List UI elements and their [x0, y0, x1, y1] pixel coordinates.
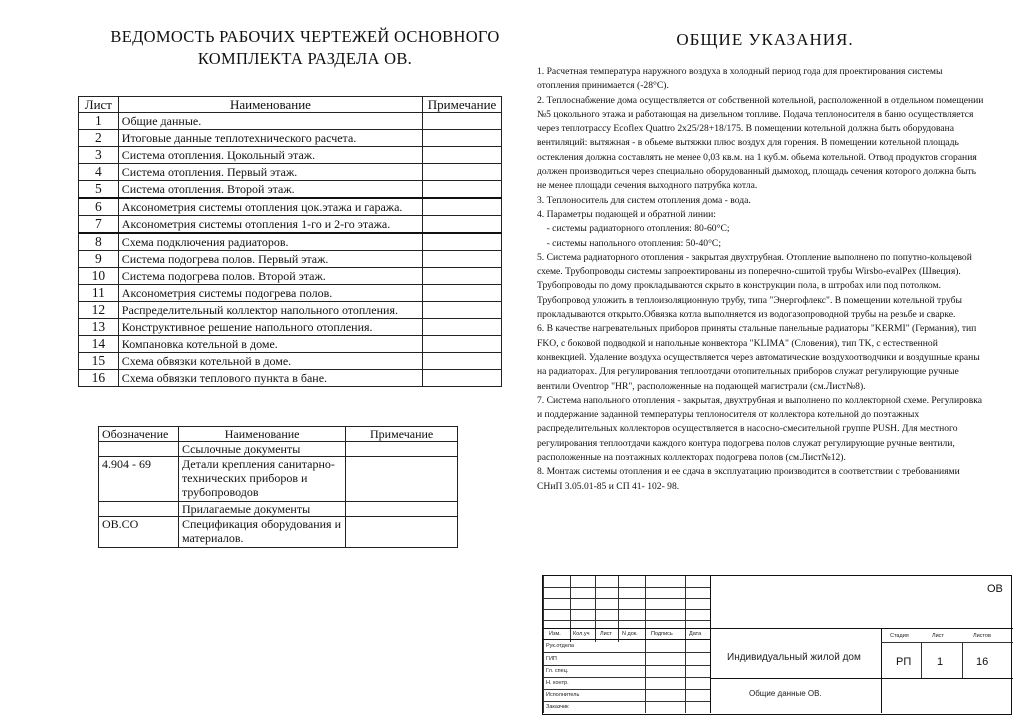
sheet-number: 11 — [79, 285, 119, 302]
sheet-number: 14 — [79, 336, 119, 353]
sheet-row — [79, 302, 502, 319]
sheet-row — [79, 233, 502, 251]
left-title-line1: ВЕДОМОСТЬ РАБОЧИХ ЧЕРТЕЖЕЙ ОСНОВНОГО — [110, 27, 500, 46]
header-note: Примечание — [423, 97, 502, 113]
sheet-title: Схема подключения радиаторов. — [118, 233, 422, 251]
stamp-col-header: Изм. — [549, 631, 561, 637]
note-item: 3. Теплоноситель для систем отопления дома - вода. — [537, 194, 751, 206]
stamp-col-header: N док. — [622, 631, 638, 637]
stamp-sheet: 1 — [937, 656, 944, 668]
sheet-number: 6 — [79, 198, 119, 216]
sheet-row — [79, 164, 502, 181]
sheet-note — [423, 164, 502, 181]
left-title — [70, 26, 540, 70]
title-block — [542, 575, 1012, 715]
sheet-number: 9 — [79, 251, 119, 268]
sheet-number: 15 — [79, 353, 119, 370]
stamp-role: ГИП — [546, 656, 557, 662]
sheet-row — [79, 370, 502, 387]
notes-title: ОБЩИЕ УКАЗАНИЯ. — [676, 30, 854, 49]
stamp-role: Гл. спец. — [546, 668, 569, 674]
doc-row — [99, 457, 458, 502]
stamp-sheets-label: Листов — [973, 633, 991, 639]
att-section-label: Прилагаемые документы — [178, 502, 345, 517]
sheet-number: 3 — [79, 147, 119, 164]
stamp-role: Заказчик — [546, 704, 569, 710]
sheet-title: Аксонометрия системы отопления 1-го и 2-го этажа. — [118, 216, 422, 234]
note-item: 7. Система напольного отопления - закрытая, двухтрубная и выполнено по коллекторной схеме. Регулировка и поддержание заданной температуры теплоносителя от коллектора котельной до поэтажных распределительных коллекторов осуществляется в насосно-смесительной группе PUSH. Для местного регулирования теплоотдачи каждого контура подогрева полов служат регулирующие ручные вентили, расположенные на поэтажных коллекторах подогрева полов (см.Лист№12). — [537, 394, 982, 464]
stamp-sheet-name: Общие данные ОВ. — [749, 689, 822, 698]
note-item: - системы напольного отопления: 50-40°С; — [537, 237, 721, 249]
sheet-row — [79, 198, 502, 216]
general-notes — [537, 65, 987, 494]
sheet-title: Компановка котельной в доме. — [118, 336, 422, 353]
sheet-row — [79, 285, 502, 302]
sheet-row — [79, 336, 502, 353]
sheet-note — [423, 233, 502, 251]
sheet-title: Общие данные. — [118, 113, 422, 130]
sheet-note — [423, 336, 502, 353]
stamp-col-header: Кол.уч — [573, 631, 590, 637]
stamp-sheet-label: Лист — [932, 633, 944, 639]
header-doc-name: Наименование — [178, 427, 345, 442]
sheet-note — [423, 319, 502, 336]
stamp-stage: РП — [896, 656, 912, 668]
sheet-number: 4 — [79, 164, 119, 181]
sheet-note — [423, 216, 502, 234]
sheet-number: 10 — [79, 268, 119, 285]
doc-table-header — [99, 427, 458, 442]
sheet-note — [423, 251, 502, 268]
header-name: Наименование — [118, 97, 422, 113]
doc-row — [99, 442, 458, 457]
sheet-title: Схема обвязки котельной в доме. — [118, 353, 422, 370]
note-item: 8. Монтаж системы отопления и ее сдача в эксплуатацию производится в соответствии с требованиями СНиП 3.05.01-85 и СП 41- 102- 98. — [537, 466, 960, 492]
sheet-note — [423, 113, 502, 130]
note-item: - системы радиаторного отопления: 80-60°С; — [537, 223, 730, 235]
sheet-note — [423, 353, 502, 370]
sheet-title: Система отопления. Первый этаж. — [118, 164, 422, 181]
sheet-row — [79, 181, 502, 199]
sheet-title: Аксонометрия системы подогрева полов. — [118, 285, 422, 302]
sheet-title: Система отопления. Цокольный этаж. — [118, 147, 422, 164]
sheet-title: Конструктивное решение напольного отопления. — [118, 319, 422, 336]
sheet-title: Схема обвязки теплового пункта в бане. — [118, 370, 422, 387]
reference-docs-table — [98, 426, 458, 548]
att-code: ОВ.СО — [99, 517, 179, 548]
stamp-code: ОВ — [987, 583, 1003, 595]
stamp-role: Исполнитель — [546, 692, 580, 698]
sheet-note — [423, 147, 502, 164]
note-item: 4. Параметры подающей и обратной линии: — [537, 208, 716, 220]
sheet-number: 2 — [79, 130, 119, 147]
left-title-line2: КОМПЛЕКТА РАЗДЕЛА ОВ. — [197, 49, 413, 68]
sheet-row — [79, 268, 502, 285]
sheet-title: Аксонометрия системы отопления цок.этажа и гаража. — [118, 198, 422, 216]
sheet-note — [423, 268, 502, 285]
stamp-col-header: Дата — [689, 631, 702, 637]
doc-row — [99, 502, 458, 517]
sheet-title: Итоговые данные теплотехнического расчета. — [118, 130, 422, 147]
sheet-row — [79, 251, 502, 268]
sheet-note — [423, 285, 502, 302]
note-item: 1. Расчетная температура наружного воздуха в холодный период года для проектирования системы отопления принимается (-28°С). — [537, 66, 943, 92]
sheet-title: Распределительный коллектор напольного отопления. — [118, 302, 422, 319]
sheet-note — [423, 302, 502, 319]
sheet-note — [423, 198, 502, 216]
sheet-title: Система отопления. Второй этаж. — [118, 181, 422, 199]
stamp-stage-label: Стадия — [890, 633, 909, 639]
note-item: 6. В качестве нагревательных приборов приняты стальные панельные радиаторы "KERMI" (Германия), тип FKO, с боковой подводкой и напольные конвектора "KLIMA" (Словения), тип TK, с естественной конвекцией. Удаление воздуха осуществляется через автоматические воздухоотводчики и воздушные краны на радиаторах. Для регулирования теплоотдачи отопительных приборов служат регулирующие ручные вентили Oventrop "HR", расположенные на подающей магистрали (см.Лист№8). — [537, 323, 980, 392]
stamp-col-header: Подпись — [651, 631, 673, 637]
sheet-note — [423, 181, 502, 199]
sheet-row — [79, 113, 502, 130]
stamp-sheets: 16 — [976, 656, 989, 668]
sheet-title: Система подогрева полов. Первый этаж. — [118, 251, 422, 268]
sheet-note — [423, 370, 502, 387]
doc-row — [99, 517, 458, 548]
sheet-row — [79, 130, 502, 147]
ref-name: Детали крепления санитарно-технических приборов и трубопроводов — [178, 457, 345, 502]
sheet-title: Система подогрева полов. Второй этаж. — [118, 268, 422, 285]
sheet-number: 12 — [79, 302, 119, 319]
sheet-row — [79, 353, 502, 370]
sheet-note — [423, 130, 502, 147]
header-doc-note: Примечание — [346, 427, 458, 442]
sheet-number: 8 — [79, 233, 119, 251]
sheet-row — [79, 319, 502, 336]
stamp-object-name: Индивидуальный жилой дом — [727, 652, 861, 663]
ref-code: 4.904 - 69 — [99, 457, 179, 502]
sheet-number: 5 — [79, 181, 119, 199]
sheet-number: 16 — [79, 370, 119, 387]
ref-section-label: Ссылочные документы — [178, 442, 345, 457]
att-name: Спецификация оборудования и материалов. — [178, 517, 345, 548]
sheet-list-table — [78, 96, 502, 387]
sheet-row — [79, 216, 502, 234]
stamp-role: Рук.отдела — [546, 643, 574, 649]
sheet-row — [79, 147, 502, 164]
header-sheet: Лист — [79, 97, 119, 113]
note-item: 2. Теплоснабжение дома осуществляется от собственной котельной, расположенной в отдельном помещении №5 цокольного этажа и работающая на дизельном топливе. Подача теплоносителя в баню осуществляется через теплотрассу Ecoflex Quattro 2x25/28+18/175. В помещении котельной должна быть оборудована вентиляций: вытяжная - в обьеме вытяжки плюс воздух для горения. В помещении котельной площадь остекления должна составлять не менее 0,03 кв.м. на 1 куб.м. обьема котельной. Отвод продуктов сгорания должен производиться через специально оборудованный дымоход, площадь сечения которого должна быть не менее площади сечения выходного патрубка котла. — [537, 94, 984, 192]
stamp-col-header: Лист — [600, 631, 612, 637]
sheet-number: 7 — [79, 216, 119, 234]
sheet-table-header — [79, 97, 502, 113]
sheet-number: 1 — [79, 113, 119, 130]
stamp-role: Н. контр. — [546, 680, 569, 686]
sheet-number: 13 — [79, 319, 119, 336]
header-designation: Обозначение — [99, 427, 179, 442]
note-item: 5. Система радиаторного отопления - закрытая двухтрубная. Отопление выполнено по попутно-кольцевой схеме. Трубопроводы системы запроектированы из поперечно-сшитой трубы Wirsbo-evalPex (Швеция). Трубопроводы по дому прокладываются скрыто в конструкции пола, в штробах или под потолком. Трубопровод уложить в теплоизоляционную трубу, типа "Энергофлекс". В помещении котельной трубы прокладываются открыто.Обвязка котла выполняется из водогазопроводной трубы на резьбе и сварке. — [537, 251, 972, 321]
